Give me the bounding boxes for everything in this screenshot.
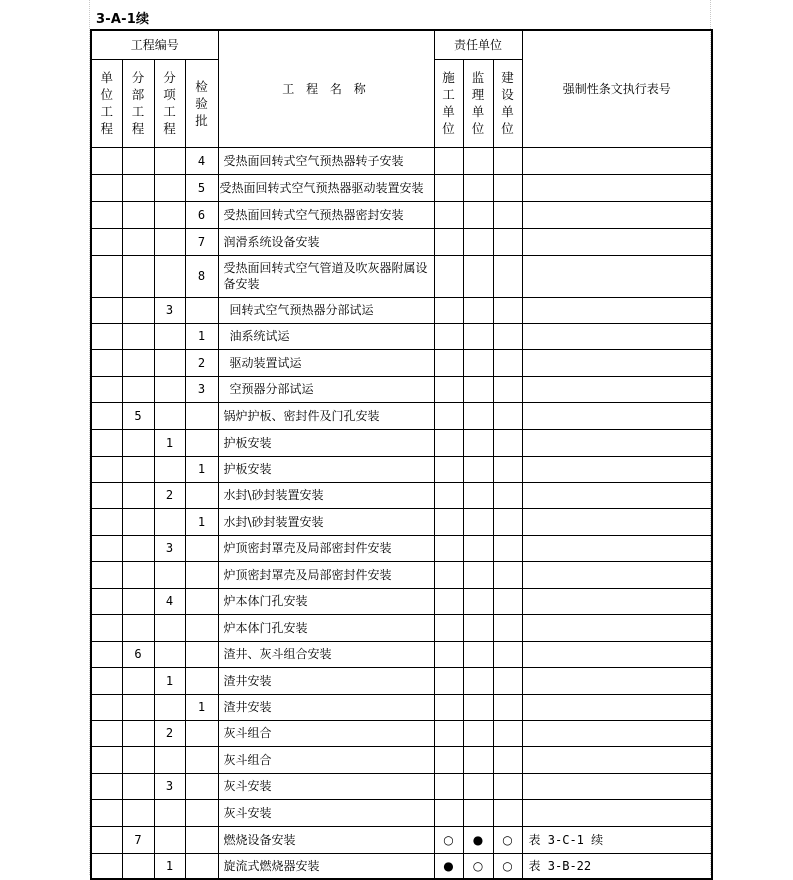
cell-supervision-unit	[463, 201, 493, 228]
cell-supervision-unit: ●	[463, 826, 493, 853]
header-responsible-unit: 责任单位	[434, 30, 522, 59]
cell-construction-unit	[434, 456, 463, 482]
cell-project-name: 油系统试运	[218, 323, 434, 349]
cell-unit-project	[91, 799, 122, 826]
cell-construction-unit	[434, 402, 463, 429]
cell-project-name: 灰斗安装	[218, 773, 434, 799]
cell-owner-unit	[493, 201, 522, 228]
cell-unit-project	[91, 853, 122, 879]
table-row	[91, 349, 712, 376]
cell-project-name: 护板安装	[218, 429, 434, 456]
cell-owner-unit: ○	[493, 853, 522, 879]
cell-unit-project	[91, 746, 122, 773]
cell-mandatory-table-no	[522, 456, 712, 482]
cell-mandatory-table-no	[522, 508, 712, 535]
cell-supervision-unit	[463, 255, 493, 297]
cell-owner-unit	[493, 255, 522, 297]
cell-unit-project	[91, 255, 122, 297]
cell-mandatory-table-no	[522, 720, 712, 746]
engineering-table	[90, 29, 713, 880]
cell-inspection-batch: 1	[185, 456, 218, 482]
cell-division-project	[122, 376, 154, 402]
cell-unit-project	[91, 720, 122, 746]
cell-construction-unit	[434, 667, 463, 694]
cell-supervision-unit	[463, 228, 493, 255]
cell-mandatory-table-no	[522, 694, 712, 720]
cell-inspection-batch: 1	[185, 323, 218, 349]
cell-subdivision-project	[154, 799, 185, 826]
table-row	[91, 641, 712, 667]
cell-project-name: 渣井、灰斗组合安装	[218, 641, 434, 667]
cell-project-name: 炉本体门孔安装	[218, 588, 434, 614]
cell-unit-project	[91, 588, 122, 614]
cell-construction-unit	[434, 508, 463, 535]
cell-project-name: 润滑系统设备安装	[218, 228, 434, 255]
table-row	[91, 297, 712, 323]
cell-unit-project	[91, 694, 122, 720]
cell-project-name: 水封\砂封装置安装	[218, 508, 434, 535]
cell-inspection-batch	[185, 641, 218, 667]
cell-mandatory-table-no	[522, 201, 712, 228]
cell-project-name: 回转式空气预热器分部试运	[218, 297, 434, 323]
cell-division-project	[122, 429, 154, 456]
cell-construction-unit	[434, 799, 463, 826]
cell-mandatory-table-no	[522, 323, 712, 349]
table-row	[91, 201, 712, 228]
cell-inspection-batch: 1	[185, 694, 218, 720]
cell-mandatory-table-no: 表 3-B-22	[522, 853, 712, 879]
cell-construction-unit	[434, 641, 463, 667]
cell-construction-unit	[434, 535, 463, 561]
cell-inspection-batch	[185, 773, 218, 799]
cell-mandatory-table-no	[522, 561, 712, 588]
cell-unit-project	[91, 201, 122, 228]
cell-subdivision-project	[154, 349, 185, 376]
cell-subdivision-project	[154, 201, 185, 228]
cell-mandatory-table-no	[522, 588, 712, 614]
cell-supervision-unit	[463, 799, 493, 826]
cell-inspection-batch	[185, 588, 218, 614]
table-row	[91, 694, 712, 720]
table-row	[91, 535, 712, 561]
cell-construction-unit	[434, 773, 463, 799]
cell-supervision-unit	[463, 614, 493, 641]
cell-division-project	[122, 614, 154, 641]
cell-construction-unit	[434, 429, 463, 456]
cell-supervision-unit	[463, 323, 493, 349]
cell-owner-unit	[493, 376, 522, 402]
cell-supervision-unit	[463, 641, 493, 667]
cell-unit-project	[91, 535, 122, 561]
cell-mandatory-table-no	[522, 667, 712, 694]
cell-inspection-batch: 4	[185, 147, 218, 174]
table-row	[91, 482, 712, 508]
cell-owner-unit	[493, 641, 522, 667]
cell-project-name: 护板安装	[218, 456, 434, 482]
cell-owner-unit	[493, 508, 522, 535]
table-row	[91, 402, 712, 429]
table-row	[91, 429, 712, 456]
cell-unit-project	[91, 826, 122, 853]
cell-subdivision-project	[154, 746, 185, 773]
cell-subdivision-project	[154, 323, 185, 349]
cell-mandatory-table-no	[522, 174, 712, 201]
cell-supervision-unit	[463, 720, 493, 746]
table-row	[91, 255, 712, 297]
cell-owner-unit	[493, 799, 522, 826]
cell-mandatory-table-no	[522, 535, 712, 561]
cell-supervision-unit: ○	[463, 853, 493, 879]
cell-inspection-batch: 2	[185, 349, 218, 376]
cell-unit-project	[91, 614, 122, 641]
cell-construction-unit	[434, 255, 463, 297]
table-row	[91, 720, 712, 746]
cell-project-name: 灰斗安装	[218, 799, 434, 826]
cell-owner-unit	[493, 694, 522, 720]
cell-inspection-batch	[185, 482, 218, 508]
table-row	[91, 508, 712, 535]
cell-mandatory-table-no	[522, 773, 712, 799]
cell-subdivision-project: 1	[154, 429, 185, 456]
cell-supervision-unit	[463, 147, 493, 174]
cell-owner-unit	[493, 535, 522, 561]
cell-subdivision-project	[154, 641, 185, 667]
cell-division-project	[122, 255, 154, 297]
cell-project-name: 炉本体门孔安装	[218, 614, 434, 641]
cell-owner-unit	[493, 349, 522, 376]
cell-unit-project	[91, 349, 122, 376]
cell-owner-unit	[493, 482, 522, 508]
cell-construction-unit: ●	[434, 853, 463, 879]
cell-owner-unit	[493, 323, 522, 349]
table-row	[91, 376, 712, 402]
cell-supervision-unit	[463, 482, 493, 508]
cell-inspection-batch: 6	[185, 201, 218, 228]
cell-project-name: 渣井安装	[218, 667, 434, 694]
table-row	[91, 147, 712, 174]
cell-division-project	[122, 228, 154, 255]
cell-supervision-unit	[463, 746, 493, 773]
cell-division-project	[122, 323, 154, 349]
table-body	[91, 147, 712, 879]
cell-mandatory-table-no	[522, 482, 712, 508]
cell-project-name: 受热面回转式空气预热器转子安装	[218, 147, 434, 174]
cell-supervision-unit	[463, 174, 493, 201]
cell-unit-project	[91, 297, 122, 323]
table-row	[91, 667, 712, 694]
cell-division-project	[122, 853, 154, 879]
cell-construction-unit	[434, 174, 463, 201]
header-subdivision-project: 分项工程	[154, 59, 185, 147]
cell-subdivision-project	[154, 561, 185, 588]
header-construction-unit: 施工单位	[434, 59, 463, 147]
cell-owner-unit: ○	[493, 826, 522, 853]
table-row	[91, 746, 712, 773]
cell-division-project	[122, 508, 154, 535]
cell-supervision-unit	[463, 349, 493, 376]
cell-construction-unit	[434, 694, 463, 720]
cell-division-project	[122, 588, 154, 614]
cell-project-name: 旋流式燃烧器安装	[218, 853, 434, 879]
cell-division-project	[122, 482, 154, 508]
cell-construction-unit	[434, 323, 463, 349]
cell-subdivision-project	[154, 456, 185, 482]
cell-subdivision-project: 3	[154, 297, 185, 323]
cell-owner-unit	[493, 456, 522, 482]
cell-inspection-batch	[185, 402, 218, 429]
cell-mandatory-table-no	[522, 297, 712, 323]
cell-subdivision-project	[154, 826, 185, 853]
header-owner-unit: 建设单位	[493, 59, 522, 147]
cell-inspection-batch	[185, 561, 218, 588]
cell-owner-unit	[493, 228, 522, 255]
cell-supervision-unit	[463, 508, 493, 535]
cell-inspection-batch	[185, 535, 218, 561]
cell-owner-unit	[493, 174, 522, 201]
cell-project-name: 空预器分部试运	[218, 376, 434, 402]
cell-subdivision-project	[154, 614, 185, 641]
header-engineering-code: 工程编号	[91, 30, 218, 59]
cell-mandatory-table-no	[522, 641, 712, 667]
cell-mandatory-table-no	[522, 228, 712, 255]
cell-inspection-batch: 1	[185, 508, 218, 535]
table-row	[91, 228, 712, 255]
cell-unit-project	[91, 667, 122, 694]
cell-project-name: 灰斗组合	[218, 746, 434, 773]
cell-division-project	[122, 297, 154, 323]
cell-unit-project	[91, 482, 122, 508]
cell-subdivision-project	[154, 228, 185, 255]
cell-inspection-batch	[185, 720, 218, 746]
cell-owner-unit	[493, 147, 522, 174]
cell-division-project	[122, 147, 154, 174]
cell-unit-project	[91, 561, 122, 588]
cell-supervision-unit	[463, 456, 493, 482]
cell-unit-project	[91, 376, 122, 402]
cell-inspection-batch	[185, 429, 218, 456]
cell-construction-unit	[434, 349, 463, 376]
cell-construction-unit	[434, 561, 463, 588]
cell-division-project	[122, 456, 154, 482]
cell-project-name: 渣井安装	[218, 694, 434, 720]
cell-construction-unit	[434, 746, 463, 773]
cell-division-project	[122, 535, 154, 561]
header-project-name: 工 程 名 称	[218, 30, 434, 147]
cell-division-project	[122, 349, 154, 376]
table-row	[91, 799, 712, 826]
cell-subdivision-project: 1	[154, 853, 185, 879]
cell-project-name: 炉顶密封罩壳及局部密封件安装	[218, 561, 434, 588]
cell-supervision-unit	[463, 376, 493, 402]
cell-supervision-unit	[463, 402, 493, 429]
cell-project-name: 受热面回转式空气预热器驱动装置安装	[218, 174, 434, 201]
cell-division-project	[122, 201, 154, 228]
cell-division-project	[122, 773, 154, 799]
cell-owner-unit	[493, 667, 522, 694]
table-row	[91, 456, 712, 482]
cell-subdivision-project	[154, 147, 185, 174]
cell-subdivision-project	[154, 255, 185, 297]
table-title: 3-A-1续	[96, 12, 150, 27]
cell-division-project: 5	[122, 402, 154, 429]
cell-project-name: 受热面回转式空气管道及吹灰器附属设备安装	[218, 255, 434, 297]
cell-supervision-unit	[463, 561, 493, 588]
cell-subdivision-project	[154, 402, 185, 429]
header-inspection-batch: 检验批	[185, 59, 218, 147]
cell-owner-unit	[493, 614, 522, 641]
cell-subdivision-project: 4	[154, 588, 185, 614]
cell-inspection-batch: 7	[185, 228, 218, 255]
cell-owner-unit	[493, 297, 522, 323]
cell-division-project	[122, 174, 154, 201]
cell-division-project	[122, 667, 154, 694]
cell-supervision-unit	[463, 297, 493, 323]
cell-unit-project	[91, 429, 122, 456]
table-row	[91, 174, 712, 201]
cell-subdivision-project	[154, 694, 185, 720]
cell-owner-unit	[493, 773, 522, 799]
cell-construction-unit	[434, 614, 463, 641]
cell-inspection-batch	[185, 667, 218, 694]
cell-unit-project	[91, 508, 122, 535]
cell-inspection-batch	[185, 826, 218, 853]
cell-division-project	[122, 694, 154, 720]
table-header	[91, 30, 712, 147]
cell-inspection-batch: 3	[185, 376, 218, 402]
cell-unit-project	[91, 228, 122, 255]
cell-division-project	[122, 799, 154, 826]
cell-mandatory-table-no	[522, 402, 712, 429]
cell-mandatory-table-no: 表 3-C-1 续	[522, 826, 712, 853]
cell-mandatory-table-no	[522, 255, 712, 297]
table-row	[91, 826, 712, 853]
cell-division-project	[122, 746, 154, 773]
cell-inspection-batch	[185, 297, 218, 323]
header-supervision-unit: 监理单位	[463, 59, 493, 147]
cell-subdivision-project: 2	[154, 720, 185, 746]
cell-owner-unit	[493, 561, 522, 588]
table-row	[91, 561, 712, 588]
cell-project-name: 炉顶密封罩壳及局部密封件安装	[218, 535, 434, 561]
cell-inspection-batch	[185, 614, 218, 641]
cell-supervision-unit	[463, 773, 493, 799]
cell-supervision-unit	[463, 535, 493, 561]
cell-subdivision-project	[154, 508, 185, 535]
cell-subdivision-project: 3	[154, 773, 185, 799]
cell-inspection-batch	[185, 799, 218, 826]
table-row	[91, 588, 712, 614]
cell-subdivision-project: 3	[154, 535, 185, 561]
table-row	[91, 853, 712, 879]
cell-owner-unit	[493, 746, 522, 773]
cell-construction-unit	[434, 376, 463, 402]
cell-mandatory-table-no	[522, 614, 712, 641]
cell-subdivision-project: 1	[154, 667, 185, 694]
header-division-project: 分部工程	[122, 59, 154, 147]
cell-inspection-batch: 5	[185, 174, 218, 201]
cell-owner-unit	[493, 720, 522, 746]
cell-construction-unit	[434, 297, 463, 323]
table-row	[91, 614, 712, 641]
cell-mandatory-table-no	[522, 746, 712, 773]
cell-owner-unit	[493, 588, 522, 614]
header-mandatory-table-no: 强制性条文执行表号	[522, 30, 712, 147]
cell-inspection-batch: 8	[185, 255, 218, 297]
cell-mandatory-table-no	[522, 147, 712, 174]
cell-supervision-unit	[463, 694, 493, 720]
cell-unit-project	[91, 147, 122, 174]
cell-construction-unit	[434, 147, 463, 174]
cell-unit-project	[91, 402, 122, 429]
cell-project-name: 驱动装置试运	[218, 349, 434, 376]
cell-supervision-unit	[463, 667, 493, 694]
cell-unit-project	[91, 773, 122, 799]
cell-subdivision-project	[154, 174, 185, 201]
cell-construction-unit	[434, 482, 463, 508]
cell-project-name: 水封\砂封装置安装	[218, 482, 434, 508]
cell-project-name: 灰斗组合	[218, 720, 434, 746]
header-unit-project: 单位工程	[91, 59, 122, 147]
cell-subdivision-project	[154, 376, 185, 402]
table-row	[91, 323, 712, 349]
cell-supervision-unit	[463, 588, 493, 614]
cell-mandatory-table-no	[522, 376, 712, 402]
cell-construction-unit	[434, 720, 463, 746]
cell-unit-project	[91, 456, 122, 482]
cell-division-project	[122, 720, 154, 746]
cell-construction-unit	[434, 201, 463, 228]
cell-inspection-batch	[185, 853, 218, 879]
cell-mandatory-table-no	[522, 349, 712, 376]
cell-construction-unit	[434, 588, 463, 614]
cell-construction-unit: ○	[434, 826, 463, 853]
cell-construction-unit	[434, 228, 463, 255]
cell-subdivision-project: 2	[154, 482, 185, 508]
cell-division-project	[122, 561, 154, 588]
cell-owner-unit	[493, 402, 522, 429]
cell-owner-unit	[493, 429, 522, 456]
cell-division-project: 7	[122, 826, 154, 853]
cell-unit-project	[91, 174, 122, 201]
table-row	[91, 773, 712, 799]
cell-project-name: 受热面回转式空气预热器密封安装	[218, 201, 434, 228]
cell-mandatory-table-no	[522, 799, 712, 826]
cell-project-name: 燃烧设备安装	[218, 826, 434, 853]
cell-unit-project	[91, 641, 122, 667]
cell-inspection-batch	[185, 746, 218, 773]
cell-division-project: 6	[122, 641, 154, 667]
cell-project-name: 锅炉护板、密封件及门孔安装	[218, 402, 434, 429]
cell-unit-project	[91, 323, 122, 349]
cell-mandatory-table-no	[522, 429, 712, 456]
cell-supervision-unit	[463, 429, 493, 456]
